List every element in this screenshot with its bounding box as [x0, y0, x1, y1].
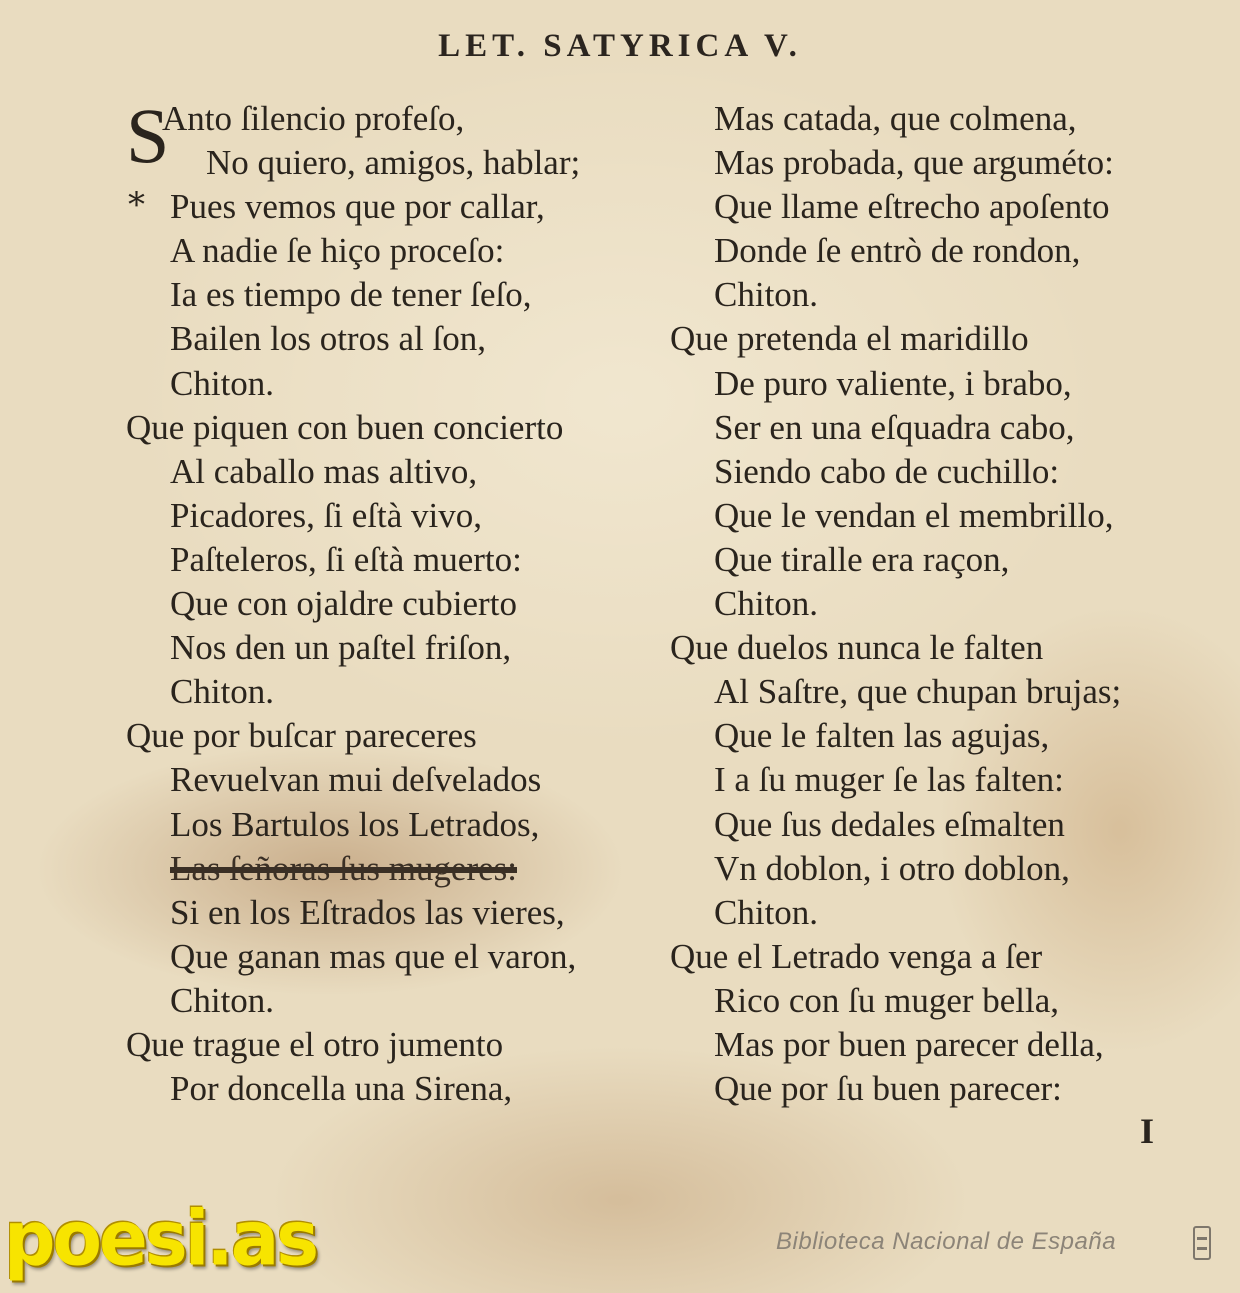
verse-line: A nadie ſe hiço proceſo:: [170, 231, 505, 271]
verse-line: Que por ſu buen parecer:: [714, 1069, 1062, 1109]
verse-line: Por doncella una Sirena,: [170, 1069, 513, 1109]
site-logo[interactable]: poesi.as: [4, 1193, 317, 1283]
verse-line: Paſteleros, ſi eſtà muerto:: [170, 539, 522, 579]
verse-line: Que tiralle era raçon,: [714, 539, 1010, 579]
verse-line: Nos den un paſtel friſon,: [170, 628, 512, 668]
verse-line: Si en los Eſtrados las vieres,: [170, 892, 565, 932]
verse-line: Que ſus dedales eſmalten: [714, 804, 1065, 844]
verse-line: Picadores, ſi eſtà vivo,: [170, 495, 483, 535]
verse-line: Que piquen con buen concierto: [126, 407, 564, 447]
verse-line: Al Saſtre, que chupan brujas;: [714, 672, 1122, 712]
verse-line: Que duelos nunca le falten: [670, 628, 1044, 668]
verse-line: Mas por buen parecer della,: [714, 1024, 1104, 1064]
verse-line: Al caballo mas altivo,: [170, 451, 478, 491]
verse-line: Siendo cabo de cuchillo:: [714, 451, 1060, 491]
verse-line: Mas probada, que arguméto:: [714, 143, 1114, 183]
verse-line: Chiton.: [714, 275, 819, 315]
library-logo-icon: [1193, 1226, 1211, 1260]
verse-line: Que le falten las agujas,: [714, 716, 1050, 756]
verse-line: Donde ſe entrò de rondon,: [714, 231, 1081, 271]
verse-line: Que por buſcar pareceres: [126, 716, 477, 756]
page-heading: LET. SATYRICA V.: [438, 28, 802, 64]
verse-line: Ser en una eſquadra cabo,: [714, 407, 1075, 447]
verse-line: Revuelvan mui deſvelados: [170, 760, 542, 800]
verse-line: Que llame eſtrecho apoſento: [714, 187, 1110, 227]
verse-line: Que trague el otro jumento: [126, 1024, 504, 1064]
catchword: I: [1140, 1111, 1155, 1151]
verse-line: De puro valiente, i brabo,: [714, 363, 1072, 403]
verse-line: I a ſu muger ſe las falten:: [714, 760, 1064, 800]
verse-line: Chiton.: [170, 672, 275, 712]
verse-line: No quiero, amigos, hablar;: [206, 143, 581, 183]
verse-line: Bailen los otros al ſon,: [170, 319, 486, 359]
verse-line: Que pretenda el maridillo: [670, 319, 1029, 359]
verse-line: Chiton.: [170, 980, 275, 1020]
verse-line: Anto ſilencio profeſo,: [162, 99, 465, 138]
verse-line: Que con ojaldre cubierto: [170, 584, 517, 624]
verse-line: Rico con ſu muger bella,: [714, 980, 1060, 1020]
verse-line: Mas catada, que colmena,: [714, 99, 1077, 138]
verse-line: Pues vemos que por callar,: [170, 187, 545, 227]
verse-line: Chiton.: [714, 584, 819, 624]
struck-verse-text: Las ſeñoras ſus mugeres:: [170, 848, 517, 888]
verse-line: Que ganan mas que el varon,: [170, 936, 577, 976]
verse-line: Vn doblon, i otro doblon,: [714, 848, 1070, 888]
right-column: [670, 97, 1190, 1111]
verse-line: Que le vendan el membrillo,: [714, 495, 1114, 535]
library-watermark: Biblioteca Nacional de España: [776, 1228, 1117, 1255]
verse-line: Los Bartulos los Letrados,: [170, 804, 540, 844]
drop-cap: S: [126, 92, 170, 179]
verse-line: Que el Letrado venga a ſer: [670, 936, 1043, 976]
verse-line: Chiton.: [170, 363, 275, 403]
left-column: [126, 92, 656, 1111]
asterisk-mark: *: [128, 185, 145, 225]
verse-line: Chiton.: [714, 892, 819, 932]
verse-line: Ia es tiempo de tener ſeſo,: [170, 275, 532, 315]
verse-line: [126, 847, 656, 891]
